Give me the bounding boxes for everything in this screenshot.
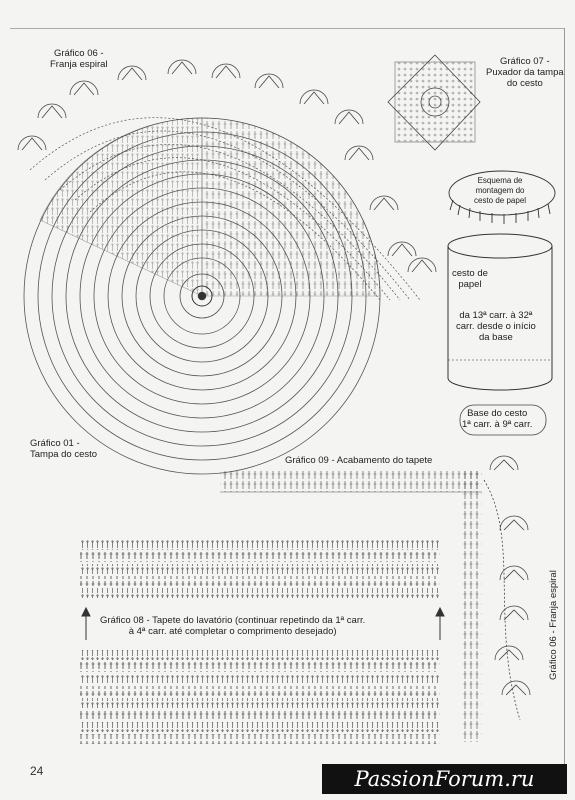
chart06-title-text: Gráfico 06 -	[53, 48, 104, 59]
chart07-subtitle-2: do cesto	[506, 78, 543, 89]
chart08-line-2: à 4ª carr. até completar o comprimento desejado)	[128, 626, 337, 637]
vertical-fringe-fans	[484, 456, 530, 720]
chart01-subtitle-text: Tampa do cesto	[30, 449, 98, 460]
chart09-title: Gráfico 09 - Acabamento do tapete	[285, 455, 433, 466]
basket-rows-label	[456, 310, 536, 343]
assembly-label-1: Esquema de	[477, 176, 523, 185]
basket-rows-2: carr. desde o início	[456, 321, 536, 332]
basket-rows-3: da base	[478, 332, 513, 343]
chart07-subtitle-1: Puxador da tampa	[486, 67, 564, 78]
basket-label-1: cesto de	[452, 268, 488, 279]
lid-stitch-sector	[40, 118, 380, 306]
chart08-title	[100, 615, 365, 637]
base-label	[462, 408, 532, 430]
chart06-title	[50, 48, 108, 70]
chart06-subtitle-text: Franja espiral	[50, 59, 108, 70]
assembly-label	[474, 176, 526, 206]
rug-chart-top	[80, 540, 440, 598]
chart08-line-1: Gráfico 08 - Tapete do lavatório (continuar repetindo da 1ª carr.	[100, 615, 366, 626]
chart07-title	[486, 56, 564, 89]
assembly-label-2: montagem do	[475, 186, 525, 195]
base-label-1: Base do cesto	[467, 408, 528, 419]
basket-rows-1: da 13ª carr. à 32ª	[459, 310, 533, 321]
basket-label	[452, 268, 488, 290]
handle-chart	[388, 55, 480, 150]
basket-label-2: papel	[458, 279, 482, 290]
assembly-label-3: cesto de papel	[474, 196, 527, 205]
chart01-title-text: Gráfico 01 -	[30, 438, 80, 449]
chart01-title	[30, 438, 97, 460]
rug-chart-bottom	[80, 650, 440, 744]
watermark-logo: PassionForum.ru	[322, 764, 567, 794]
chart07-title-text: Gráfico 07 -	[500, 56, 550, 67]
chart06-vertical-label: Gráfico 06 - Franja espiral	[548, 570, 559, 680]
page-number: 24	[30, 764, 44, 778]
base-label-2: 1ª carr. à 9ª carr.	[462, 419, 533, 430]
